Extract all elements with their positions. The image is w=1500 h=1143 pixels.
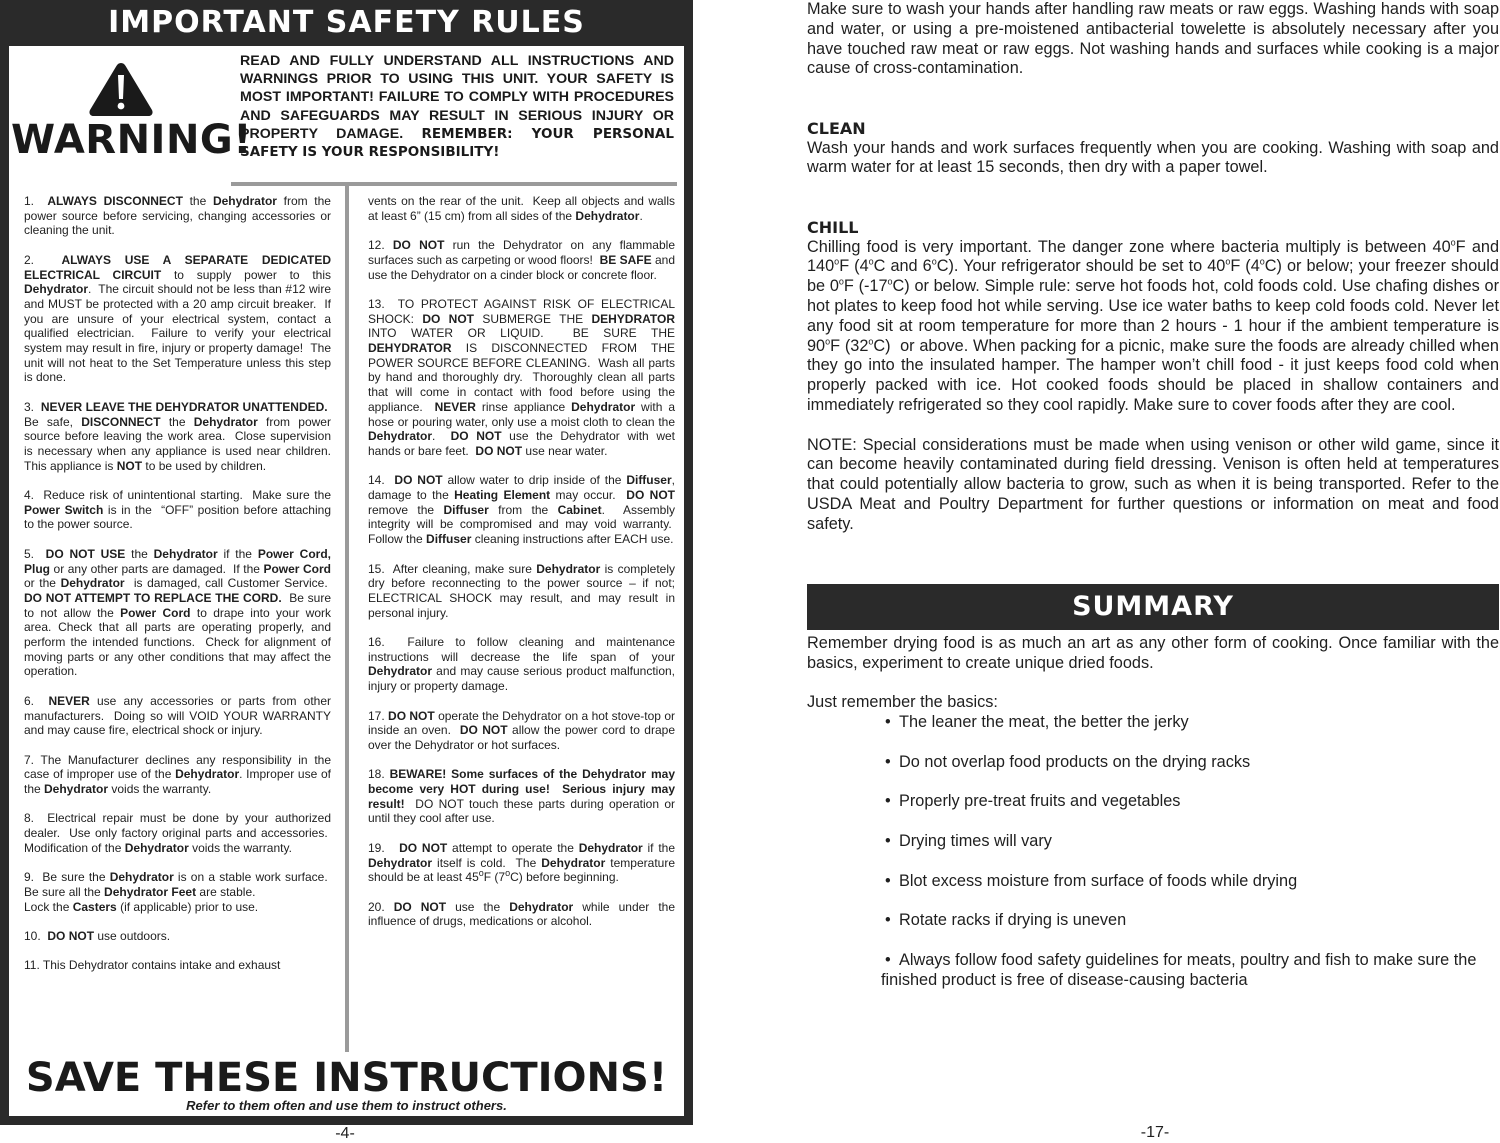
list-item [807, 951, 1499, 991]
rule-6: 6. NEVER use any accessories or parts from other manufacturers. Doing so will VOID YOUR WARRANTY and may cause fire, electrical shock or injury. [24, 693, 331, 738]
rule-1: 1. ALWAYS DISCONNECT the Dehydrator from the power source before servicing, changing accessories or cleaning the unit. [24, 194, 331, 238]
warning-statement [240, 52, 674, 161]
rules-column-left [24, 194, 331, 988]
list-item [807, 911, 1499, 931]
rule-10: 10. DO NOT use outdoors. [24, 929, 171, 944]
summary-section [807, 634, 1499, 1010]
page-title: IMPORTANT SAFETY RULES [108, 5, 585, 40]
list-item-text: Blot excess moisture from surface of foods while drying [899, 871, 1298, 890]
rule-11-start: 11. This Dehydrator contains intake and exhaust [24, 958, 281, 973]
rule-5: 5. DO NOT USE the Dehydrator if the Power Cord, Plug or any other parts are damaged. If the Power Cord or the Dehydrator is damaged, call Customer Service. DO NOT ATTEMPT TO REPLACE THE CORD. Be sure to not allow the Power Cord to drape into your work area. Check that all parts are operating properly, and perform the intended functions. Check for alignment of moving parts or any other conditions that may affect the operation. [24, 546, 332, 679]
rule-20: 20. DO NOT use the Dehydrator while under the influence of drugs, medications or alcohol. [368, 899, 675, 929]
list-item-text: Always follow food safety guidelines for meats, poultry and fish to make sure the finished product is free of disease-causing bacteria [881, 950, 1477, 989]
bullet-icon: • [885, 950, 891, 969]
list-item-text: The leaner the meat, the better the jerky [899, 713, 1189, 732]
bullet-icon: • [885, 792, 891, 811]
bullet-icon: • [885, 911, 891, 930]
save-instructions-subtitle: Refer to them often and use them to instruct others. [186, 1098, 507, 1113]
basics-list [807, 713, 1499, 990]
page-number-right: -17- [1140, 1124, 1170, 1141]
rule-13: 13. TO PROTECT AGAINST RISK OF ELECTRICAL SHOCK: DO NOT SUBMERGE THE DEHYDRATOR INTO WATER OR LIQUID. BE SURE THE DEHYDRATOR IS DISCONNECTED FROM THE POWER SOURCE BEFORE CLEANING. Wash all parts by hand and thoroughly dry. Thoroughly clean all parts that will come in contact with food before using the appliance. NEVER rinse appliance Dehydrator with a hose or pouring water, only use a moist cloth to clean the Dehydrator. DO NOT use the Dehydrator with wet hands or bare feet. DO NOT use near water. [368, 296, 675, 458]
list-item [807, 792, 1499, 812]
rule-12: 12. DO NOT run the Dehydrator on any flammable surfaces such as carpeting or wood floors! BE SAFE and use the Dehydrator on a cinder block or concrete floor. [368, 238, 675, 282]
rule-17: 17. DO NOT operate the Dehydrator on a hot stove-top or inside an oven. DO NOT allow the power cord to drape over the Dehydrator or hot surfaces. [368, 708, 675, 752]
rule-15: 15. After cleaning, make sure Dehydrator is completely dry before reconnecting to the power source – if not; ELECTRICAL SHOCK may result, and may result in personal injury. [368, 561, 675, 620]
rule-16: 16. Failure to follow cleaning and maintenance instructions will decrease the life span of your Dehydrator and may cause serious product malfunction, injury or property damage. [368, 635, 675, 694]
spacer [807, 178, 1499, 218]
rule-8: 8. Electrical repair must be done by your authorized dealer. Use only factory original parts and accessories. Modification of the Dehydrator voids the warranty. [24, 811, 331, 855]
rules-column-right [368, 194, 675, 944]
note-paragraph: NOTE: Special considerations must be made when using venison or other wild game, since it can become heavily contaminated during field dressing. Venison is often held at temperatures that could potentially allow bacteria to grow, such as when it is being transported. Refer to the USDA Meat and Poultry Department for further questions or information on meat and food safety. [807, 435, 1499, 533]
clean-heading: CLEAN [807, 118, 866, 138]
spacer [807, 79, 1499, 119]
safety-rules-page [0, 0, 693, 1125]
list-item-text: Rotate racks if drying is uneven [899, 911, 1127, 930]
warning-text: READ AND FULLY UNDERSTAND ALL INSTRUCTIONS AND WARNINGS PRIOR TO USING THIS UNIT. YOUR SAFETY IS MOST IMPORTANT! FAILURE TO COMPLY WITH PROCEDURES AND SAFEGUARDS MAY RESULT IN SERIOUS INJURY OR PROPERTY DAMAGE. [240, 53, 674, 142]
spacer [807, 416, 1499, 436]
rule-9: 9. Be sure the Dehydrator is on a stable work surface. Be sure all the Dehydrator Feet are stable. Lock the Casters (if applicable) prior to use. [24, 870, 331, 914]
warning-label: WARNING! [11, 117, 252, 163]
rule-4: 4. Reduce risk of unintentional starting. Make sure the Power Switch is in the “OFF” position before attaching to the power source. [24, 488, 331, 532]
bullet-icon: • [885, 831, 891, 850]
spacer [807, 674, 1499, 694]
rule-14: 14. DO NOT allow water to drip inside of the Diffuser, damage to the Heating Element may occur. DO NOT remove the Diffuser from the Cabinet. Assembly integrity will be compromised and may void warranty. Follow the Diffuser cleaning instructions after EACH use. [368, 473, 675, 547]
page-number-left: -4- [335, 1125, 355, 1142]
list-item [807, 713, 1499, 733]
rule-19: 19. DO NOT attempt to operate the Dehydrator if the Dehydrator itself is cold. The Dehydrator temperature should be at least 45$^o$F (7$^o$C) before beginning. [368, 840, 675, 885]
warning-icon [87, 60, 155, 118]
bullet-icon: • [885, 713, 891, 732]
intro-paragraph: Make sure to wash your hands after handling raw meats or raw eggs. Washing hands with soap and water, or using a pre-moistened antibacterial towelette is absolutely necessary after you have touched raw meat or raw eggs. Not washing hands and surfaces while cooking is a major cause of cross-contamination. [807, 0, 1499, 78]
bullet-icon: • [885, 871, 891, 890]
list-item-text: Drying times will vary [899, 831, 1052, 850]
list-item-text: Properly pre-treat fruits and vegetables [899, 792, 1181, 811]
rule-2: 2. ALWAYS USE A SEPARATE DEDICATED ELECTRICAL CIRCUIT to supply power to this Dehydrator. The circuit should not be less than #12 wire and MUST be protected with a 20 amp circuit breaker. If you are unsure of your electrical system, contact a qualified electrician. Failure to verify your electrical system may result in fire, injury or property damage! The unit will not heat to the Set Temperature unless this step is done. [24, 252, 332, 385]
column-divider [345, 186, 349, 1052]
summary-heading: SUMMARY [807, 584, 1499, 630]
safety-rules-panel [9, 46, 684, 1116]
save-instructions-title: SAVE THESE INSTRUCTIONS! [25, 1055, 668, 1101]
chill-heading: CHILL [807, 217, 859, 237]
clean-paragraph: Wash your hands and work surfaces frequently when you are cooking. Washing with soap and warm water for at least 15 seconds, then dry with a paper towel. [807, 138, 1499, 177]
chill-paragraph: Chilling food is very important. The danger zone where bacteria multiply is between 40$^o$F and 140$^o$F (4$^o$C and 6$^o$C). Your refrigerator should be set to 40$^o$F (4$^o$C) or below; your freezer should be 0$^o$F (-17$^o$C) or below. Simple rule: serve hot foods hot, cold foods cold. Use chafing dishes or hot plates to keep food hot while serving. Use ice water baths to keep cold foods cold. Never let any food sit at room temperature for more than 2 hours - 1 hour if the ambient temperature is 90$^o$F (32$^o$C) or above. When packing for a picnic, make sure the foods are already chilled when they go into the insulated hamper. The hamper won’t chill food - it just keeps food cold when properly packed with ice. Hot cooked foods should be placed in shallow containers and immediately refrigerated so they cool rapidly. Make sure to cover foods after they are cool. [807, 237, 1499, 414]
list-item [807, 832, 1499, 852]
list-item [807, 753, 1499, 773]
food-safety-text [807, 0, 1499, 535]
rule-7: 7. The Manufacturer declines any responsibility in the case of improper use of the Dehydrator. Improper use of the Dehydrator voids the warranty. [24, 752, 331, 797]
summary-basics: Just remember the basics: [807, 693, 998, 712]
bullet-icon: • [885, 752, 891, 771]
divider [231, 182, 677, 186]
warning-remember: REMEMBER: YOUR PERSONAL SAFETY IS YOUR RESPONSIBILITY! [240, 125, 674, 161]
summary-intro: Remember drying food is as much an art as any other form of cooking. Once familiar with the basics, experiment to create unique dried foods. [807, 634, 1499, 672]
rule-18: 18. BEWARE! Some surfaces of the Dehydrator may become very HOT during use! Serious injury may result! DO NOT touch these parts during operation or until they cool after use. [368, 767, 675, 826]
rule-3: 3. NEVER LEAVE THE DEHYDRATOR UNATTENDED. Be safe, DISCONNECT the Dehydrator from power source before leaving the work area. Close supervision is necessary when any appliance is used near children. This appliance is NOT to be used by children. [24, 399, 331, 473]
rule-11-end: vents on the rear of the unit. Keep all objects and walls at least 6” (15 cm) from all sides of the Dehydrator. [368, 194, 675, 223]
list-item [807, 872, 1499, 892]
list-item-text: Do not overlap food products on the drying racks [899, 752, 1251, 771]
